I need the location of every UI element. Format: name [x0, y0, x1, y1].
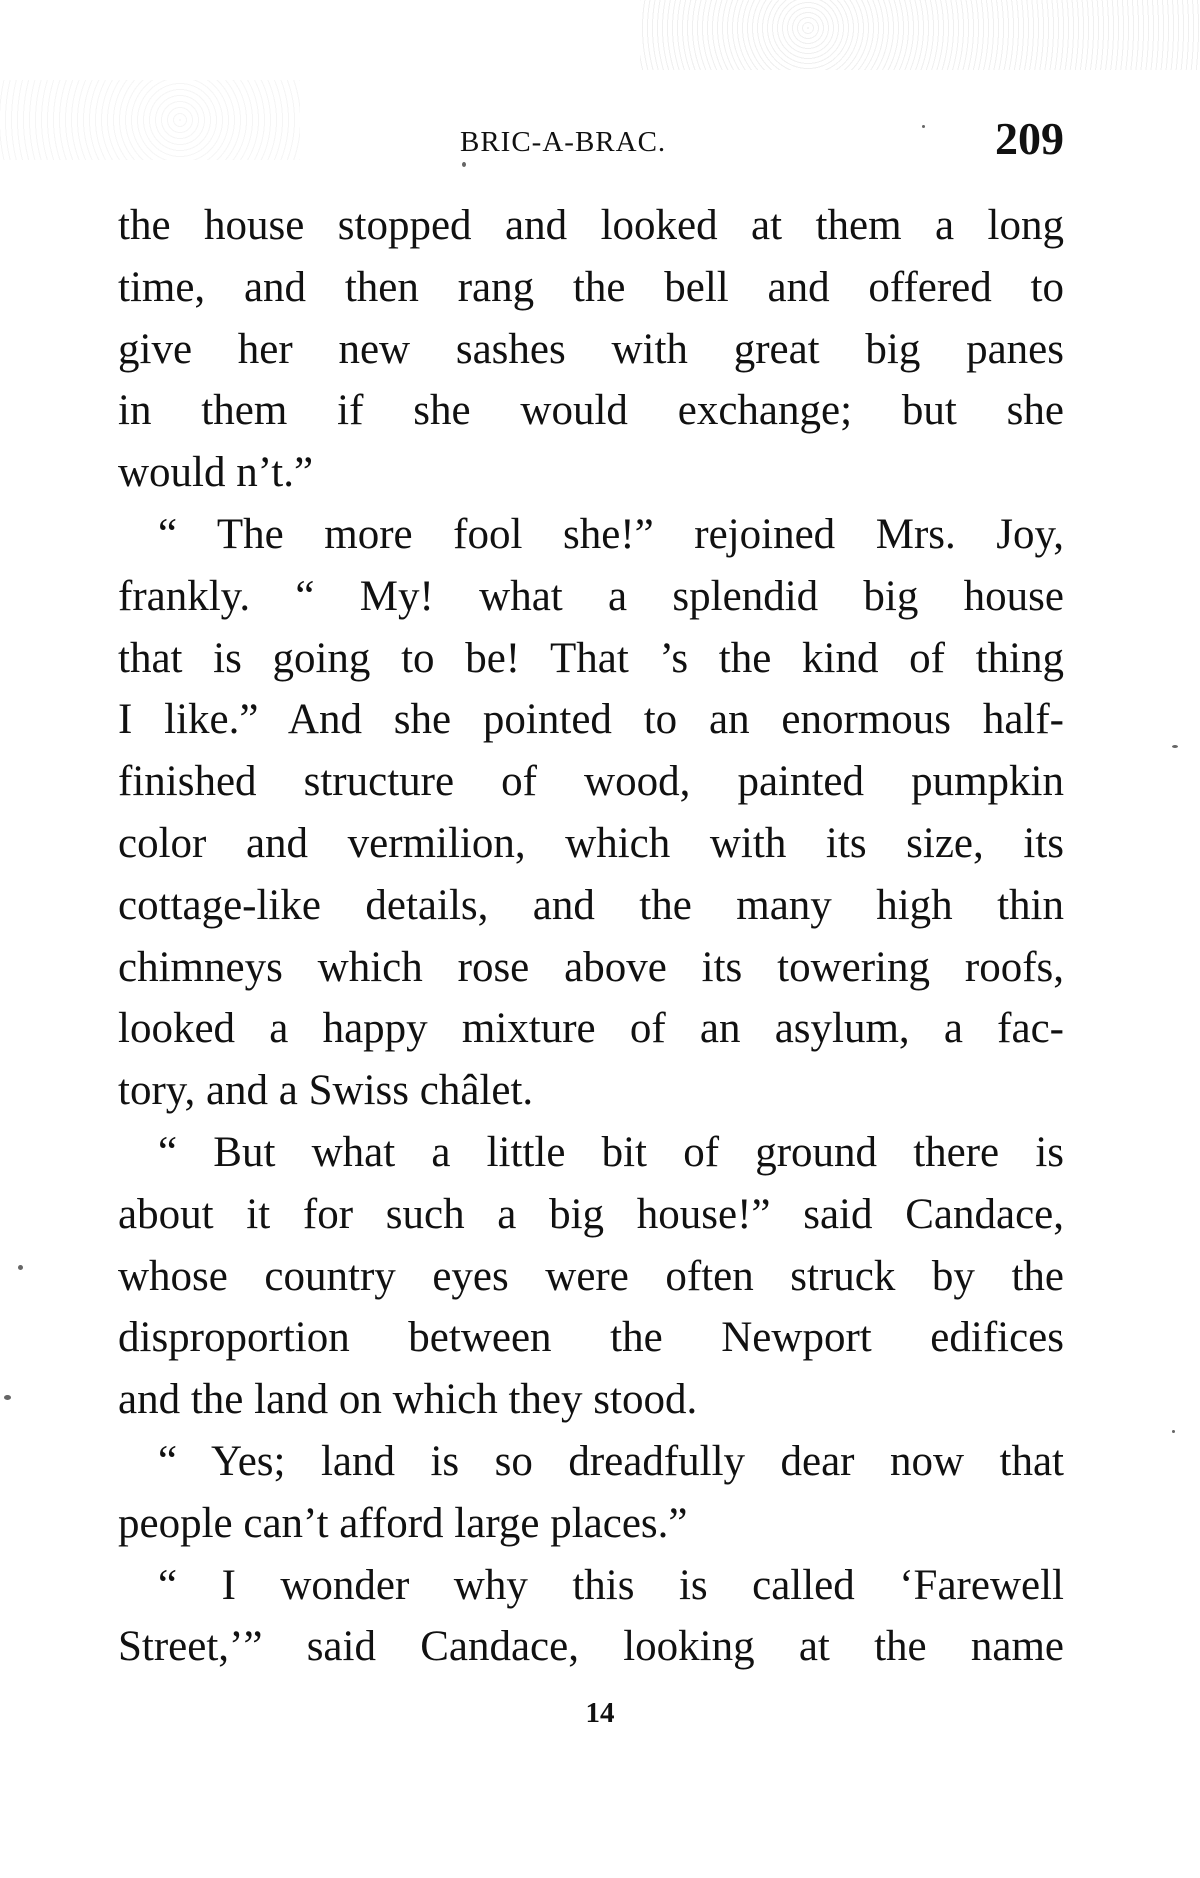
text-line: the house stopped and looked at them a long	[118, 202, 1064, 249]
text-line: finished structure of wood, painted pumpkin	[118, 758, 1064, 806]
text-line: in them if she would exchange; but she	[118, 387, 1064, 435]
text-line: looked a happy mixture of an asylum, a fac-	[118, 1005, 1064, 1053]
text-line: “ Yes; land is so dreadfully dear now that	[158, 1437, 1064, 1485]
scan-speck	[4, 1395, 11, 1400]
text-line: tory, and a Swiss châlet.	[118, 1067, 534, 1115]
running-title: BRIC-A-BRAC.	[460, 126, 667, 158]
text-line: whose country eyes were often struck by the	[118, 1252, 1064, 1300]
text-line: about it for such a big house!” said Candace,	[118, 1190, 1064, 1238]
scan-speck	[1172, 745, 1178, 748]
text-line: people can’t afford large places.”	[118, 1499, 688, 1547]
text-line: give her new sashes with great big panes	[118, 325, 1064, 373]
text-line: I like.” And she pointed to an enormous half-	[118, 696, 1064, 744]
scan-speck	[1172, 1430, 1175, 1433]
text-line: cottage-like details, and the many high thin	[118, 881, 1064, 929]
text-line: that is going to be! That ’s the kind of thing	[118, 634, 1064, 682]
signature-mark: 14	[585, 1697, 615, 1729]
text-line: disproportion between the Newport edifices	[118, 1314, 1064, 1362]
text-line: “ I wonder why this is called ‘Farewell	[158, 1561, 1064, 1609]
text-line: Street,’” said Candace, looking at the name	[118, 1623, 1064, 1671]
scan-noise-top	[640, 0, 1200, 70]
page-number: 209	[995, 113, 1064, 164]
text-line: and the land on which they stood.	[118, 1376, 698, 1424]
text-line: time, and then rang the bell and offered to	[118, 263, 1064, 311]
text-line: “ The more fool she!” rejoined Mrs. Joy,	[158, 510, 1064, 558]
text-line: chimneys which rose above its towering roofs,	[118, 943, 1064, 991]
body-text	[118, 195, 1064, 1678]
scan-speck	[922, 125, 925, 128]
running-head	[118, 112, 1064, 164]
text-line: would n’t.”	[118, 449, 314, 497]
scan-speck	[462, 162, 466, 167]
text-line: “ But what a little bit of ground there is	[158, 1128, 1064, 1176]
text-line: frankly. “ My! what a splendid big house	[118, 572, 1064, 620]
scan-speck	[18, 1265, 23, 1270]
text-line: color and vermilion, which with its size, its	[118, 819, 1064, 867]
